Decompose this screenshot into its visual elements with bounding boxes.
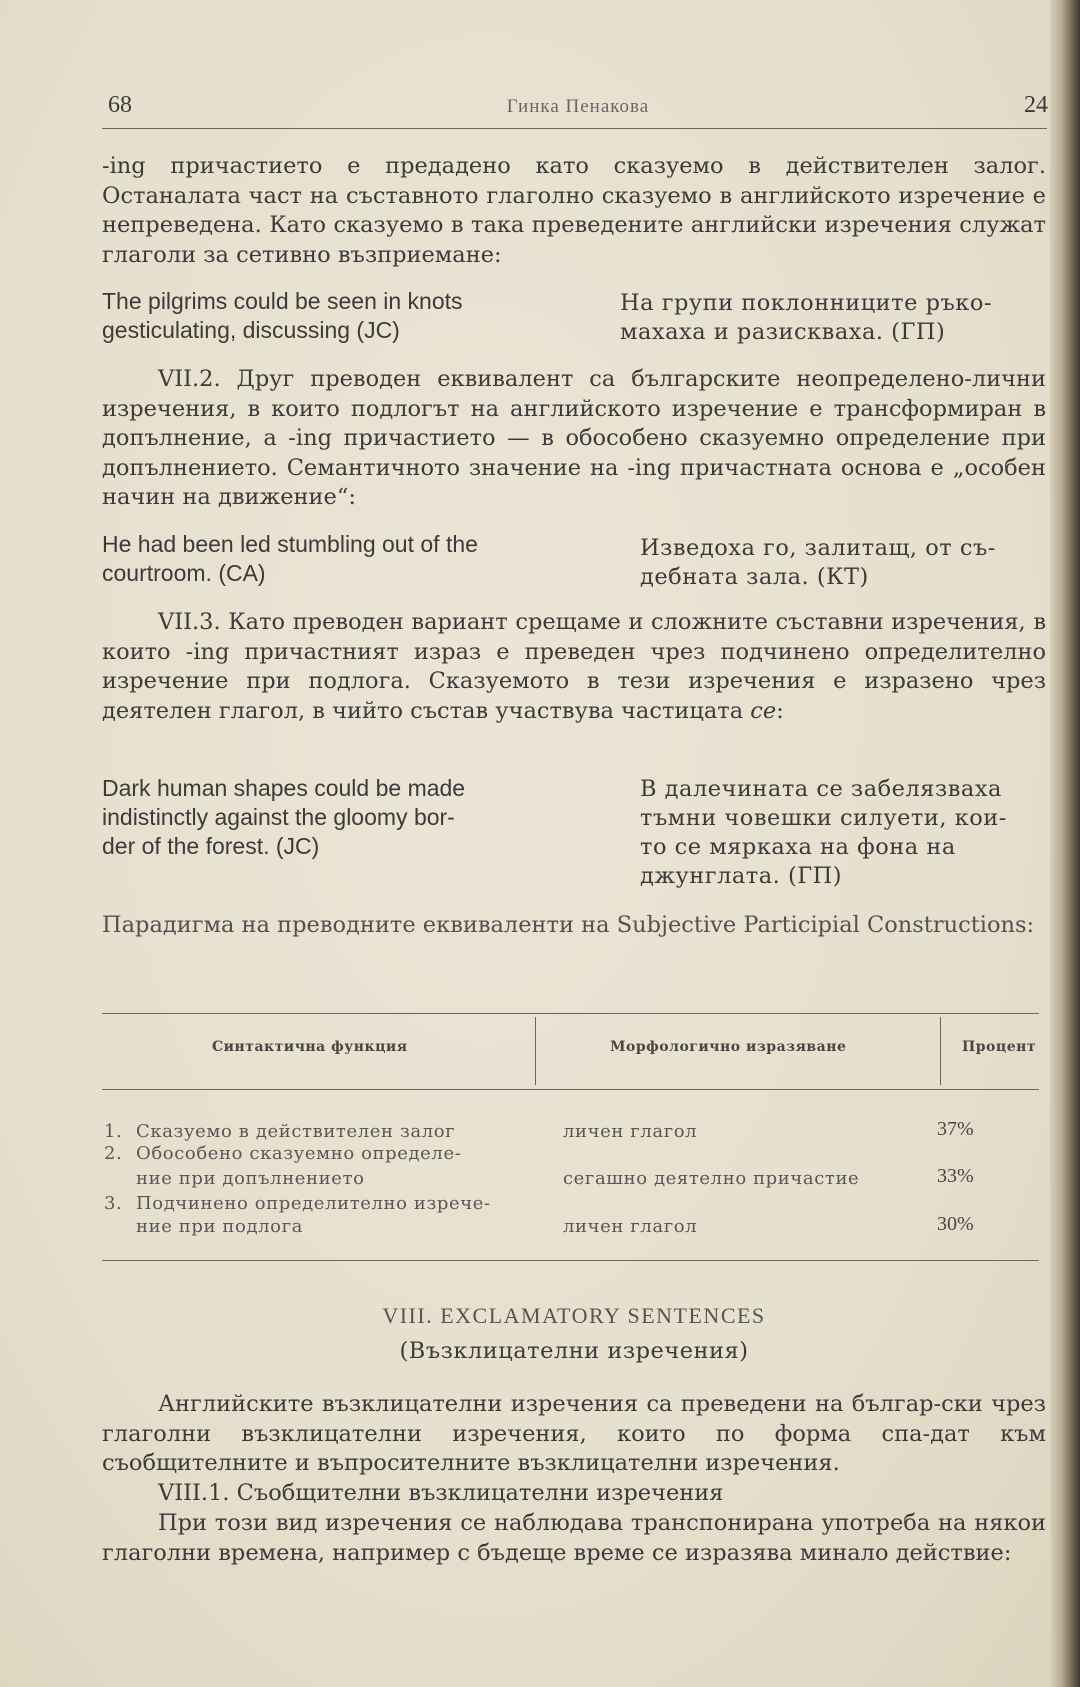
example-line: то се мяркаха на фона на — [640, 834, 956, 860]
paragraph-2 — [102, 365, 1046, 513]
example-line: джунглата. (ГП) — [640, 863, 843, 889]
example-3-english — [102, 774, 465, 861]
example-line: Изведоха го, залитащ, от съ- — [640, 535, 996, 561]
example-line: Dark human shapes could be made — [102, 775, 466, 801]
row-morphology: личен глагол — [563, 1216, 698, 1237]
paragraph-3 — [102, 608, 1046, 726]
page-edge-shadow — [1050, 0, 1080, 1687]
example-line: На групи поклонниците ръко- — [620, 290, 993, 316]
example-2-bulgarian — [640, 534, 996, 592]
running-header — [108, 88, 1048, 128]
example-line: He had been led stumbling out of the — [102, 531, 478, 557]
paragraph-text: VII.2. Друг преводен еквивалент са българските неопределено-лични изречения, в които подлогът на английското изречение е трансформиран в допълнение, а -ing причастието — в обособено сказуемно определение при допълнението. Семантичното значение на -ing причастната основа е „особен начин на движение“: — [102, 366, 1046, 510]
subsection-heading: VIII.1. Съобщителни възклицателни изречения — [158, 1480, 724, 1506]
page-number: 68 — [108, 92, 132, 118]
example-1-english — [102, 287, 463, 345]
row-function-cont: ние при подлога — [136, 1216, 303, 1237]
row-number: 3. — [104, 1193, 123, 1214]
row-percent: 33% — [937, 1165, 974, 1187]
paragraph-text: -ing причастието е предадено като сказуемо в действителен залог. Останалата част на съставното глаголно сказуемо в английското изречение е непреведена. Като сказуемо в така преведените английски изречения служат глаголи за сетивно възприемане: — [102, 153, 1046, 268]
margin-number: 24 — [1024, 92, 1048, 118]
example-3-bulgarian — [640, 775, 1007, 891]
row-percent: 37% — [937, 1118, 974, 1140]
example-line: indistinctly against the gloomy bor- — [102, 804, 455, 830]
paragraph-text-main: VII.3. Като преводен вариант срещаме и сложните съставни изречения, в които -ing причастният израз е преведен чрез подчинено определително изречение при подлога. Сказуемото в тези изречения е изразено чрез деятелен глагол, в чийто състав участвува частицата — [102, 609, 1046, 724]
example-line: дебната зала. (КТ) — [640, 564, 869, 590]
paragraph-text: Английските възклицателни изречения са преведени на българ-ски чрез глаголни възклицателни изречения, които по форма спа-дат към съобщителните и въпросителните възклицателни изречения. — [102, 1391, 1046, 1476]
example-line: тъмни човешки силуети, кои- — [640, 805, 1007, 831]
table-column-divider — [535, 1017, 536, 1085]
row-number: 1. — [104, 1121, 123, 1142]
paragraph-text: При този вид изречения се наблюдава транспонирана употреба на някои глаголни времена, например с бъдеще време се изразява минало действие: — [102, 1510, 1046, 1566]
row-function: Сказуемо в действителен залог — [136, 1121, 456, 1142]
paragraph-text — [102, 608, 1046, 726]
table-header-morphology: Морфологично изразяване — [610, 1039, 847, 1055]
row-percent: 30% — [937, 1213, 974, 1235]
row-morphology: сегашно деятелно причастие — [563, 1168, 860, 1189]
table-header-percent: Процент — [962, 1039, 1037, 1055]
row-morphology: личен глагол — [563, 1121, 698, 1142]
example-line: courtroom. (CA) — [102, 560, 266, 586]
paragraph-text-end: : — [776, 697, 784, 724]
paragraph-5 — [102, 1390, 1046, 1479]
running-title: Гинка Пенакова — [506, 96, 650, 117]
example-1-bulgarian — [620, 289, 992, 347]
row-number: 2. — [104, 1143, 123, 1164]
paragraph-7 — [102, 1509, 1046, 1568]
example-2-english — [102, 530, 478, 588]
example-line: The pilgrims could be seen in knots — [102, 288, 463, 314]
row-function: Подчинено определително изрече- — [136, 1193, 491, 1214]
paragraph-6 — [102, 1479, 1046, 1509]
section-heading: VIII. EXCLAMATORY SENTENCES — [382, 1303, 766, 1328]
example-line: махаха и разискваха. (ГП) — [620, 319, 946, 345]
paragraph-4 — [102, 911, 1046, 941]
example-line: gesticulating, discussing (JC) — [102, 317, 400, 343]
row-function-cont: ние при допълнението — [136, 1168, 365, 1189]
table-top-rule — [102, 1013, 1039, 1014]
table-header-rule — [102, 1089, 1039, 1090]
italic-particle: се — [750, 697, 777, 724]
table-header-function: Синтактична функция — [212, 1039, 408, 1055]
section-subheading: (Възклицателни изречения) — [399, 1338, 749, 1364]
row-function: Обособено сказуемно определе- — [136, 1143, 462, 1164]
example-line: В далечината се забелязваха — [640, 776, 1002, 802]
table-column-divider — [940, 1017, 941, 1085]
example-line: der of the forest. (JC) — [102, 833, 320, 859]
paragraph-1 — [102, 152, 1046, 270]
paragraph-text: Парадигма на преводните еквиваленти на Subjective Participial Constructions: — [102, 912, 1035, 938]
header-rule — [102, 128, 1047, 129]
table-bottom-rule — [102, 1260, 1039, 1261]
